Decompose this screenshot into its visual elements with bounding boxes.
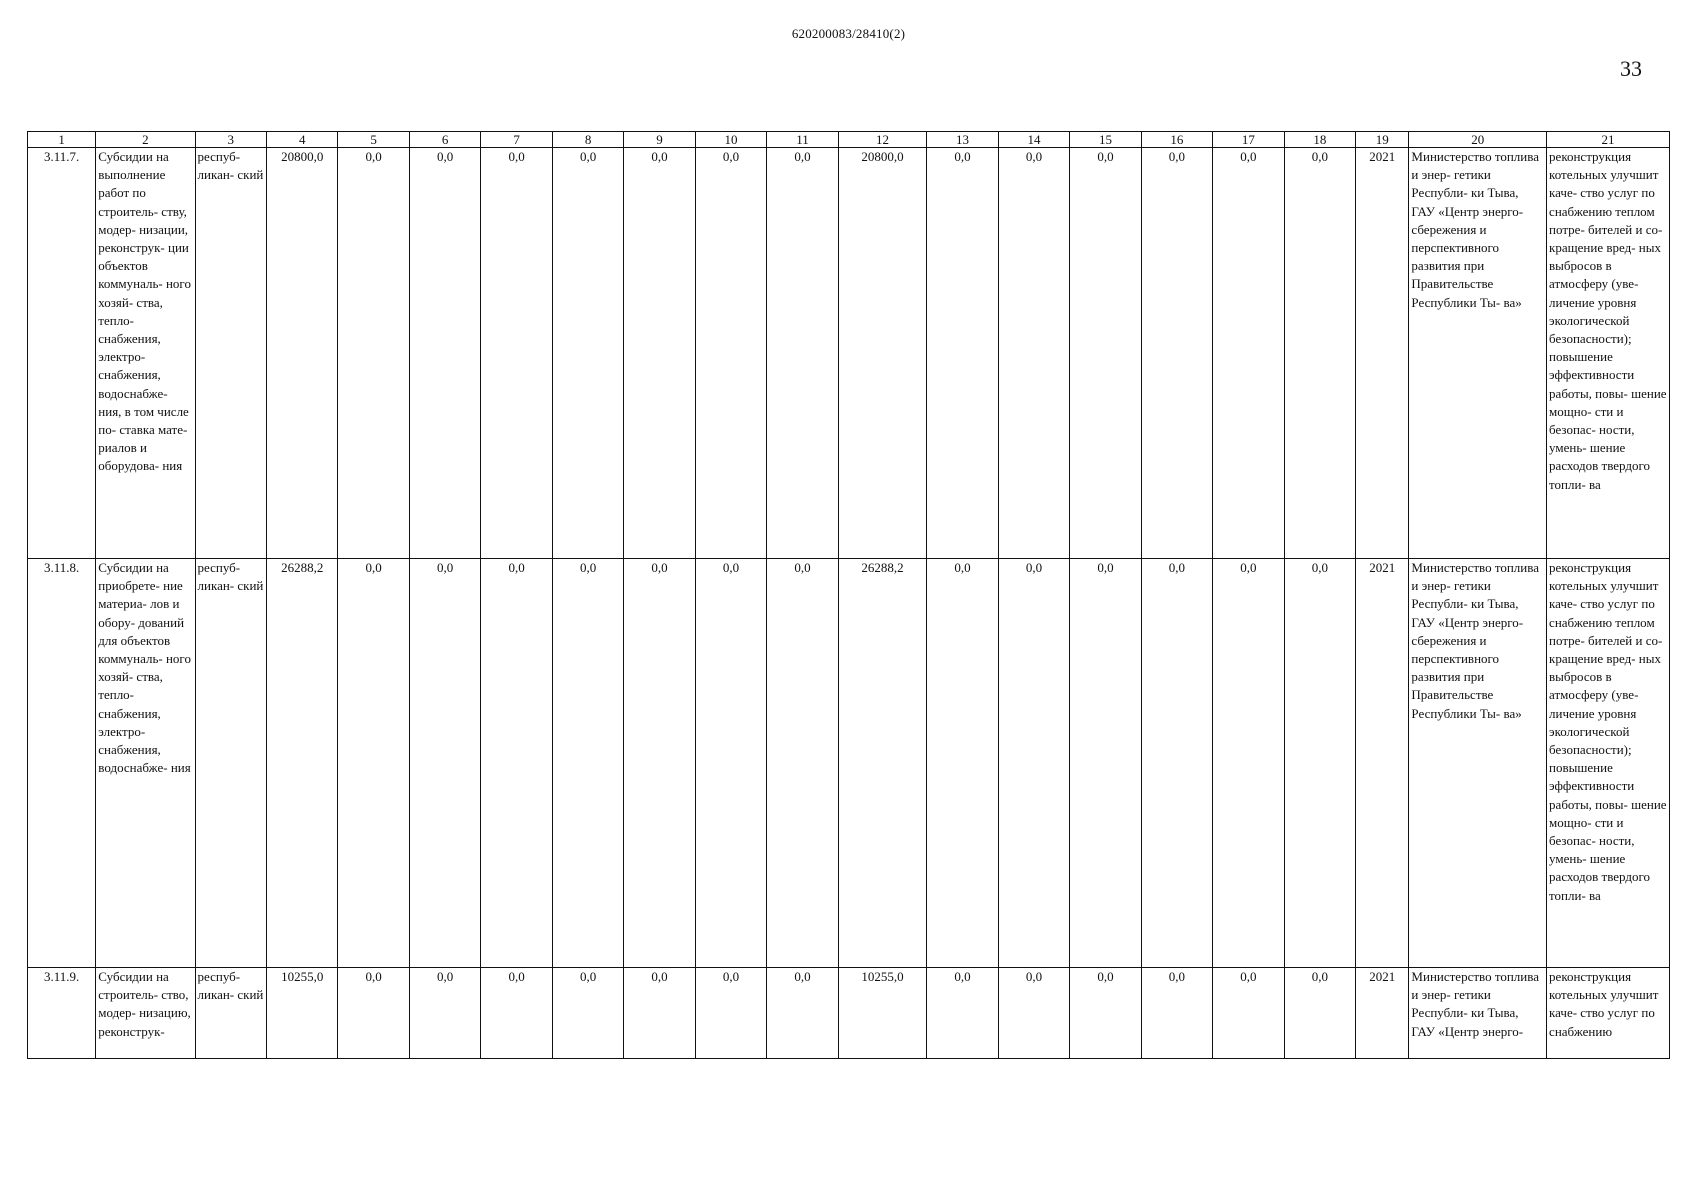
header-cell: 10 <box>695 132 766 148</box>
table-cell: 10255,0 <box>266 968 337 1059</box>
table-cell: 0,0 <box>1070 559 1141 968</box>
table-cell: Министерство топлива и энер- гетики Республи- ки Тыва, ГАУ «Центр энерго- сбережения и перспективного развития при Правительстве Республики Ты- ва» <box>1409 148 1547 559</box>
table-cell: 3.11.8. <box>28 559 96 968</box>
table-cell: 0,0 <box>338 148 409 559</box>
header-cell: 8 <box>552 132 623 148</box>
table-row <box>28 968 1670 1059</box>
table-cell: 0,0 <box>927 148 998 559</box>
header-cell: 18 <box>1284 132 1355 148</box>
table-cell: 0,0 <box>1284 968 1355 1059</box>
header-cell: 14 <box>998 132 1069 148</box>
header-cell: 12 <box>838 132 927 148</box>
table-cell: 2021 <box>1356 148 1409 559</box>
table-cell: 0,0 <box>552 148 623 559</box>
header-cell: 16 <box>1141 132 1212 148</box>
table-cell: респуб- ликан- ский <box>195 559 266 968</box>
table-cell: 0,0 <box>695 148 766 559</box>
table-cell: 10255,0 <box>838 968 927 1059</box>
table-cell: 0,0 <box>1070 148 1141 559</box>
table-cell: 20800,0 <box>266 148 337 559</box>
table-cell: 0,0 <box>1141 148 1212 559</box>
table-cell: 0,0 <box>481 968 552 1059</box>
document-id: 620200083/28410(2) <box>791 26 906 41</box>
table-cell: 0,0 <box>1213 559 1284 968</box>
table-cell: 2021 <box>1356 559 1409 968</box>
table-cell: 0,0 <box>1070 968 1141 1059</box>
table-cell: 0,0 <box>552 968 623 1059</box>
table-cell: Субсидии на строитель- ство, модер- низацию, реконструк- <box>96 968 195 1059</box>
table-cell: 0,0 <box>998 559 1069 968</box>
table-cell: 0,0 <box>767 148 838 559</box>
table-cell: 0,0 <box>767 559 838 968</box>
header-cell: 13 <box>927 132 998 148</box>
table-cell: 0,0 <box>1213 148 1284 559</box>
table-cell: 0,0 <box>695 968 766 1059</box>
page-number: 33 <box>1620 56 1642 81</box>
table-cell: 0,0 <box>338 559 409 968</box>
table-cell: 0,0 <box>695 559 766 968</box>
table-cell: 0,0 <box>1141 968 1212 1059</box>
table-cell: 0,0 <box>338 968 409 1059</box>
table-row <box>28 559 1670 968</box>
table-cell: 0,0 <box>409 148 480 559</box>
header-cell: 20 <box>1409 132 1547 148</box>
table-cell: реконструкция котельных улучшит каче- ство услуг по снабжению <box>1547 968 1670 1059</box>
table-cell: 0,0 <box>1141 559 1212 968</box>
table-cell: Субсидии на приобрете- ние материа- лов и обору- дований для объектов коммуналь- ного хозяй- ства, тепло- снабжения, электро- снабжения, водоснабже- ния <box>96 559 195 968</box>
table-cell: 0,0 <box>481 559 552 968</box>
table-cell: 26288,2 <box>838 559 927 968</box>
program-table <box>27 131 1670 1059</box>
table-cell: Министерство топлива и энер- гетики Республи- ки Тыва, ГАУ «Центр энерго- <box>1409 968 1547 1059</box>
table-cell: 0,0 <box>1213 968 1284 1059</box>
header-cell: 6 <box>409 132 480 148</box>
table-cell: 0,0 <box>927 968 998 1059</box>
header-cell: 4 <box>266 132 337 148</box>
table-cell: 0,0 <box>624 148 695 559</box>
header-cell: 3 <box>195 132 266 148</box>
table-cell: 0,0 <box>1284 148 1355 559</box>
header-row <box>28 132 1670 148</box>
table-cell: Субсидии на выполнение работ по строитель- ству, модер- низации, реконструк- ции объектов коммуналь- ного хозяй- ства, тепло- снабжения, электро- снабжения, водоснабже- ния, в том числе по- ставка мате- риалов и оборудова- ния <box>96 148 195 559</box>
table-cell: 0,0 <box>927 559 998 968</box>
table-cell: 0,0 <box>409 559 480 968</box>
table-cell: 20800,0 <box>838 148 927 559</box>
table-cell: реконструкция котельных улучшит каче- ство услуг по снабжению теплом потре- бителей и со- кращение вред- ных выбросов в атмосферу (уве- личение уровня экологической безопасности); повышение эффективности работы, повы- шение мощно- сти и безопас- ности, умень- шение расходов твердого топли- ва <box>1547 148 1670 559</box>
table-cell: респуб- ликан- ский <box>195 968 266 1059</box>
table-cell: 3.11.9. <box>28 968 96 1059</box>
table-cell: 0,0 <box>624 559 695 968</box>
table-cell: 0,0 <box>998 968 1069 1059</box>
table-cell: 0,0 <box>767 968 838 1059</box>
table-cell: 0,0 <box>481 148 552 559</box>
table-cell: 0,0 <box>998 148 1069 559</box>
table-cell: 0,0 <box>1284 559 1355 968</box>
table-row <box>28 148 1670 559</box>
header-cell: 2 <box>96 132 195 148</box>
table-cell: 0,0 <box>552 559 623 968</box>
header-cell: 1 <box>28 132 96 148</box>
header-cell: 11 <box>767 132 838 148</box>
table-cell: реконструкция котельных улучшит каче- ство услуг по снабжению теплом потре- бителей и со- кращение вред- ных выбросов в атмосферу (уве- личение уровня экологической безопасности); повышение эффективности работы, повы- шение мощно- сти и безопас- ности, умень- шение расходов твердого топли- ва <box>1547 559 1670 968</box>
table-cell: 0,0 <box>409 968 480 1059</box>
header-cell: 19 <box>1356 132 1409 148</box>
table-cell: 2021 <box>1356 968 1409 1059</box>
header-cell: 21 <box>1547 132 1670 148</box>
header-cell: 17 <box>1213 132 1284 148</box>
table-cell: Министерство топлива и энер- гетики Республи- ки Тыва, ГАУ «Центр энерго- сбережения и перспективного развития при Правительстве Республики Ты- ва» <box>1409 559 1547 968</box>
header-cell: 9 <box>624 132 695 148</box>
table-cell: респуб- ликан- ский <box>195 148 266 559</box>
header-cell: 7 <box>481 132 552 148</box>
header-cell: 5 <box>338 132 409 148</box>
table-cell: 26288,2 <box>266 559 337 968</box>
table-cell: 3.11.7. <box>28 148 96 559</box>
table-cell: 0,0 <box>624 968 695 1059</box>
header-cell: 15 <box>1070 132 1141 148</box>
